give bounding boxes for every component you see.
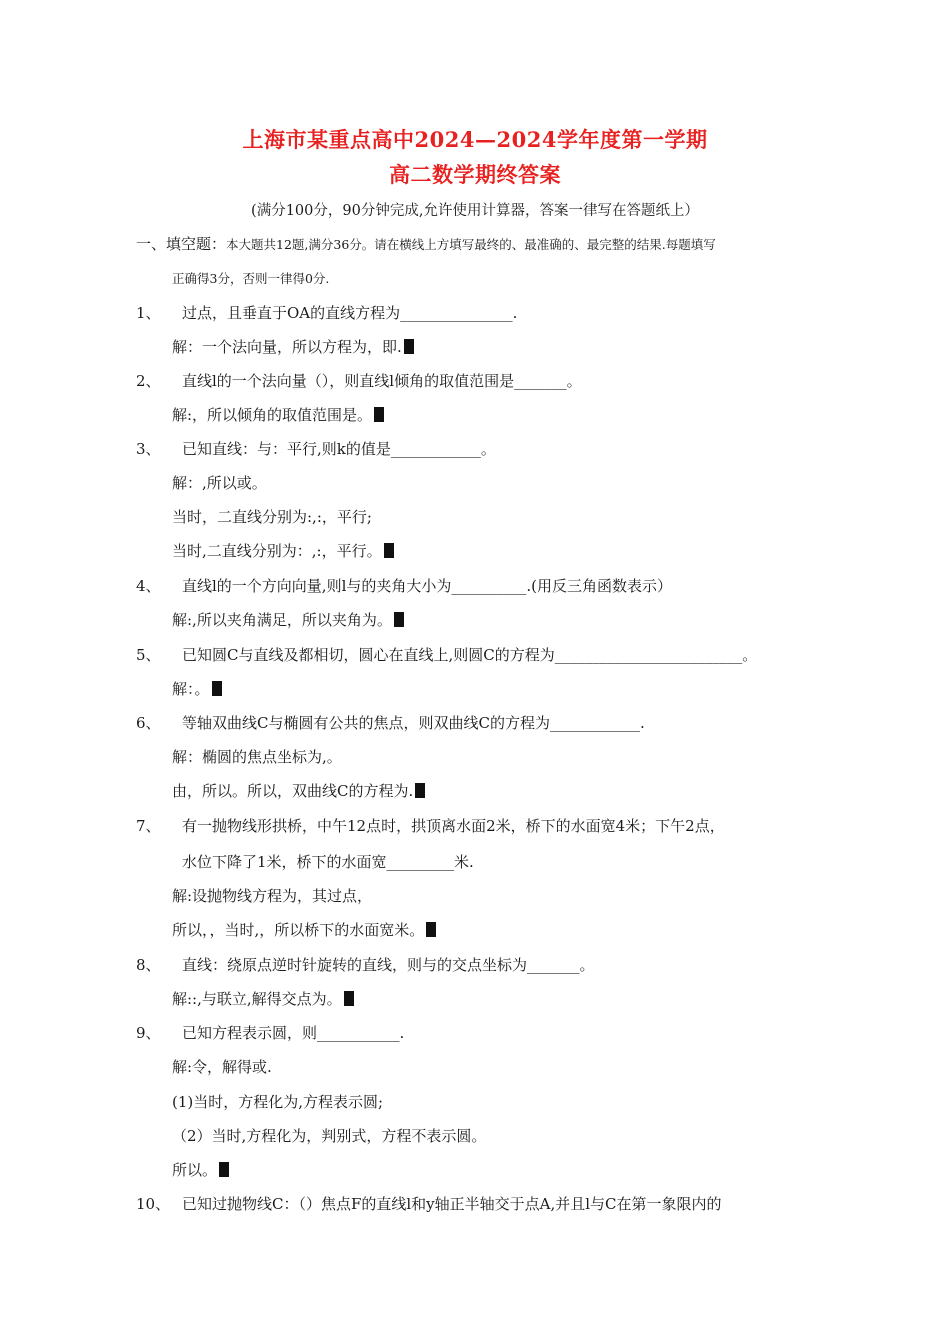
question-text: 过点，且垂直于OA的直线方程为_______________. bbox=[182, 304, 518, 322]
question-text: 有一抛物线形拱桥，中午12点时，拱顶离水面2米，桥下的水面宽4米；下午2点， bbox=[182, 817, 725, 835]
answer-7-line2 bbox=[172, 920, 436, 940]
question-text: 已知圆C与直线及都相切，圆心在直线上,则圆C的方程为_________________________。 bbox=[182, 646, 758, 664]
answer-1 bbox=[172, 337, 414, 357]
question-text: 直线l的一个方向向量,则l与的夹角大小为__________.(用反三角函数表示） bbox=[182, 577, 672, 595]
section-instruction-cont: 正确得3分，否则一律得0分. bbox=[172, 271, 330, 286]
document-title: 上海市某重点高中2024—2024学年度第一学期 bbox=[242, 127, 708, 152]
end-square-icon bbox=[426, 922, 436, 937]
question-2 bbox=[136, 371, 582, 391]
answer-text: 解：一个法向量，所以方程为，即. bbox=[172, 338, 402, 356]
question-text: 已知方程表示圆，则___________. bbox=[182, 1024, 405, 1042]
answer-6-line1: 解：椭圆的焦点坐标为,。 bbox=[172, 748, 342, 766]
question-number: 7、 bbox=[136, 817, 161, 835]
question-number: 9、 bbox=[136, 1024, 161, 1042]
end-square-icon bbox=[374, 407, 384, 422]
question-number: 2、 bbox=[136, 372, 161, 390]
end-square-icon bbox=[344, 991, 354, 1006]
answer-3-line2: 当时，二直线分别为:,:，平行; bbox=[172, 508, 372, 526]
answer-text: 所以，，当时,，所以桥下的水面宽米。 bbox=[172, 921, 425, 939]
end-square-icon bbox=[415, 783, 425, 798]
answer-3-line3 bbox=[172, 541, 394, 561]
section-heading bbox=[136, 234, 716, 255]
answer-5 bbox=[172, 679, 222, 699]
question-number: 1、 bbox=[136, 304, 161, 322]
answer-text: 解:，所以倾角的取值范围是。 bbox=[172, 406, 373, 424]
answer-6-line2 bbox=[172, 781, 425, 801]
end-square-icon bbox=[384, 543, 394, 558]
question-1 bbox=[136, 303, 517, 323]
document-subtitle: 高二数学期终答案 bbox=[389, 162, 561, 187]
question-6 bbox=[136, 713, 645, 733]
answer-9-line1: 解:令，解得或. bbox=[172, 1058, 272, 1076]
answer-text: 当时,二直线分别为：,:，平行。 bbox=[172, 542, 382, 560]
question-number: 8、 bbox=[136, 956, 161, 974]
answer-text: 由，所以。所以，双曲线C的方程为. bbox=[172, 782, 414, 800]
question-text: 已知过抛物线C：（）焦点F的直线l和y轴正半轴交于点A,并且l与C在第一象限内的 bbox=[182, 1195, 722, 1213]
answer-3-line1: 解：,所以或。 bbox=[172, 474, 267, 492]
section-instruction: 本大题共12题,满分36分。请在横线上方填写最终的、最准确的、最完整的结果.每题填写 bbox=[226, 237, 716, 252]
exam-note: (满分100分，90分钟完成,允许使用计算器，答案一律写在答题纸上） bbox=[251, 203, 699, 219]
question-number: 6、 bbox=[136, 714, 161, 732]
question-number: 10、 bbox=[136, 1195, 171, 1213]
answer-9-line2: (1)当时，方程化为,方程表示圆; bbox=[172, 1093, 384, 1111]
end-square-icon bbox=[219, 1162, 229, 1177]
answer-9-line3: （2）当时,方程化为，判别式，方程不表示圆。 bbox=[172, 1127, 487, 1145]
question-text: 等轴双曲线C与椭圆有公共的焦点，则双曲线C的方程为____________. bbox=[182, 714, 645, 732]
question-text: 直线l的一个法向量（），则直线l倾角的取值范围是_______。 bbox=[182, 372, 582, 390]
answer-text: 解:,所以夹角满足，所以夹角为。 bbox=[172, 611, 392, 629]
question-number: 5、 bbox=[136, 646, 161, 664]
section-title: 一、填空题： bbox=[136, 235, 227, 253]
answer-text: 所以。 bbox=[172, 1161, 218, 1179]
question-number: 3、 bbox=[136, 440, 161, 458]
question-8 bbox=[136, 955, 595, 975]
end-square-icon bbox=[394, 612, 404, 627]
question-4 bbox=[136, 576, 672, 596]
answer-8 bbox=[172, 989, 354, 1009]
question-7 bbox=[136, 816, 725, 836]
end-square-icon bbox=[404, 339, 414, 354]
answer-4 bbox=[172, 610, 404, 630]
question-10 bbox=[136, 1194, 722, 1214]
question-7-cont: 水位下降了1米，桥下的水面宽_________米. bbox=[182, 853, 474, 871]
question-number: 4、 bbox=[136, 577, 161, 595]
answer-2 bbox=[172, 405, 384, 425]
end-square-icon bbox=[212, 681, 222, 696]
question-9 bbox=[136, 1023, 404, 1043]
question-text: 直线：绕原点逆时针旋转的直线，则与的交点坐标为_______。 bbox=[182, 956, 595, 974]
answer-9-line4 bbox=[172, 1160, 229, 1180]
question-text: 已知直线：与：平行,则k的值是____________。 bbox=[182, 440, 496, 458]
question-3 bbox=[136, 439, 496, 459]
answer-7-line1: 解:设抛物线方程为，其过点， bbox=[172, 887, 373, 905]
answer-text: 解::,与联立,解得交点为。 bbox=[172, 990, 342, 1008]
answer-text: 解：。 bbox=[172, 680, 210, 698]
question-5 bbox=[136, 645, 757, 665]
